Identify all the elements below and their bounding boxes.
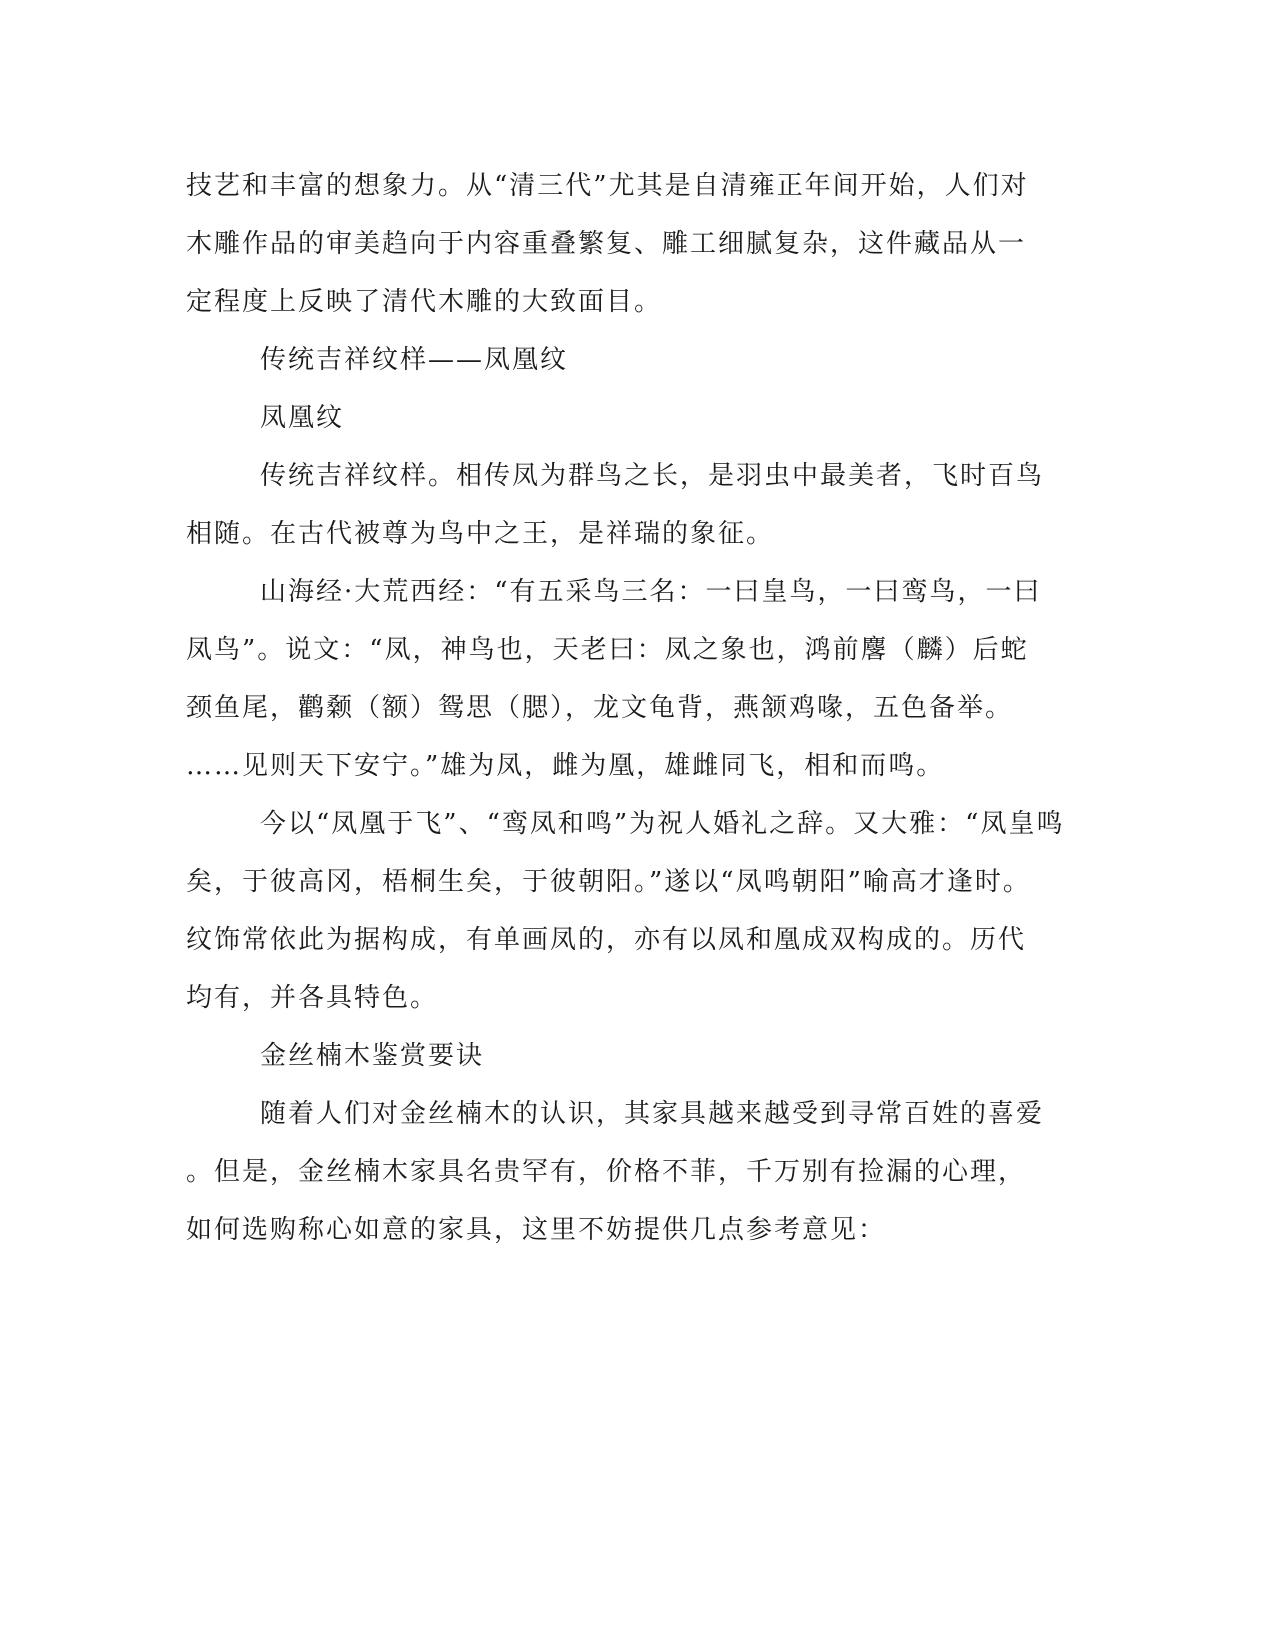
section-heading: 传统吉祥纹样——凤凰纹 bbox=[260, 345, 569, 375]
paragraph-line: 矣，于彼高冈，梧桐生矣，于彼朝阳。”遂以“凤鸣朝阳”喻高才逢时。 bbox=[186, 867, 1031, 897]
paragraph-line: 随着人们对金丝楠木的认识，其家具越来越受到寻常百姓的喜爱 bbox=[260, 1099, 1045, 1129]
paragraph-line: 定程度上反映了清代木雕的大致面目。 bbox=[186, 287, 663, 317]
paragraph-line: 技艺和丰富的想象力。从“清三代”尤其是自清雍正年间开始，人们对 bbox=[186, 171, 1029, 201]
paragraph-line: 山海经·大荒西经：“有五采鸟三名：一曰皇鸟，一曰鸾鸟，一曰 bbox=[260, 577, 1042, 607]
paragraph-line: 凤鸟”。说文：“凤，神鸟也，天老曰：凤之象也，鸿前麐（麟）后蛇 bbox=[186, 635, 1029, 665]
paragraph-line: 传统吉祥纹样。相传凤为群鸟之长，是羽虫中最美者，飞时百鸟 bbox=[260, 461, 1045, 491]
paragraph-line: 今以“凤凰于飞”、“鸾凤和鸣”为祝人婚礼之辞。又大雅：“凤皇鸣 bbox=[260, 809, 1065, 839]
document-body bbox=[186, 157, 1066, 1259]
paragraph-line: 均有，并各具特色。 bbox=[186, 983, 439, 1013]
subheading: 凤凰纹 bbox=[260, 403, 345, 433]
paragraph-line: 木雕作品的审美趋向于内容重叠繁复、雕工细腻复杂，这件藏品从一 bbox=[186, 229, 1027, 259]
paragraph-line: 纹饰常依此为据构成，有单画凤的，亦有以凤和凰成双构成的。历代 bbox=[186, 925, 1027, 955]
paragraph-line: ……见则天下安宁。”雄为凤，雌为凰，雄雌同飞，相和而鸣。 bbox=[186, 751, 945, 781]
paragraph-line: 相随。在古代被尊为鸟中之王，是祥瑞的象征。 bbox=[186, 519, 775, 549]
paragraph-line: 如何选购称心如意的家具，这里不妨提供几点参考意见： bbox=[186, 1215, 887, 1245]
paragraph-line: 。但是，金丝楠木家具名贵罕有，价格不菲，千万别有捡漏的心理， bbox=[186, 1157, 1027, 1187]
paragraph-line: 颈鱼尾，鹳颡（额）鸳思（腮），龙文龟背，燕颔鸡喙，五色备举。 bbox=[186, 693, 1014, 723]
section-heading: 金丝楠木鉴赏要诀 bbox=[260, 1041, 485, 1071]
